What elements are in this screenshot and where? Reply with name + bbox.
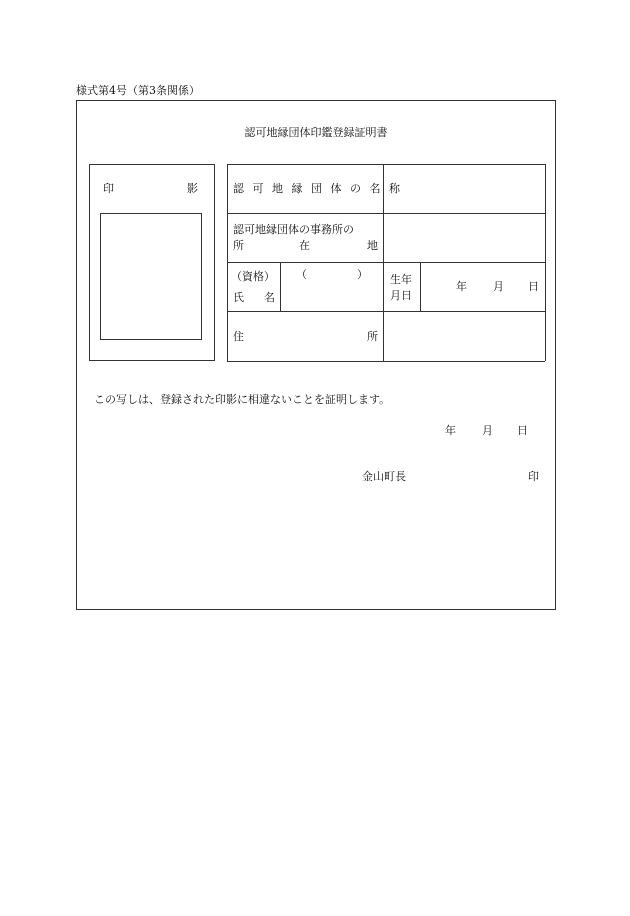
qualification-label: （資格） [231, 270, 275, 283]
issue-day-unit: 日 [517, 424, 528, 437]
seal-label-char-1: 印 [103, 182, 114, 195]
office-label-char-2: 在 [299, 239, 310, 252]
birth-day-unit: 日 [528, 280, 539, 293]
birth-date-label-line2: 月日 [390, 289, 412, 302]
certification-statement: この写しは、登録された印影に相違ないことを証明します。 [94, 393, 391, 406]
address-label-char-1: 住 [233, 330, 244, 343]
office-label-char-1: 所 [233, 239, 244, 252]
person-name-label-char-1: 氏 [233, 291, 244, 304]
document-title: 認可地縁団体印鑑登録証明書 [244, 126, 388, 139]
qualification-paren-close: ） [357, 268, 368, 281]
birth-month-unit: 月 [493, 280, 504, 293]
office-label-char-3: 地 [367, 239, 378, 252]
group-name-value [384, 165, 544, 212]
address-label-char-2: 所 [367, 330, 378, 343]
seal-impression-area [100, 213, 202, 340]
office-label-line1: 認可地縁団体の事務所の [233, 223, 354, 236]
birth-year-unit: 年 [456, 280, 467, 293]
issue-month-unit: 月 [482, 424, 493, 437]
issuer-seal-mark: 印 [528, 470, 539, 483]
qualification-paren-open: （ [296, 268, 307, 281]
issuer-name: 金山町長 [362, 470, 406, 483]
office-location-value [384, 214, 544, 261]
address-value [384, 312, 544, 360]
seal-label-char-2: 影 [187, 182, 198, 195]
group-name-label: 認 可 地 縁 団 体 の 名 称 [233, 182, 400, 195]
issue-year-unit: 年 [445, 424, 456, 437]
birth-date-label-line1: 生年 [390, 273, 412, 286]
person-name-label-char-2: 名 [264, 291, 275, 304]
form-number-label: 様式第4号（第3条関係） [76, 84, 200, 97]
